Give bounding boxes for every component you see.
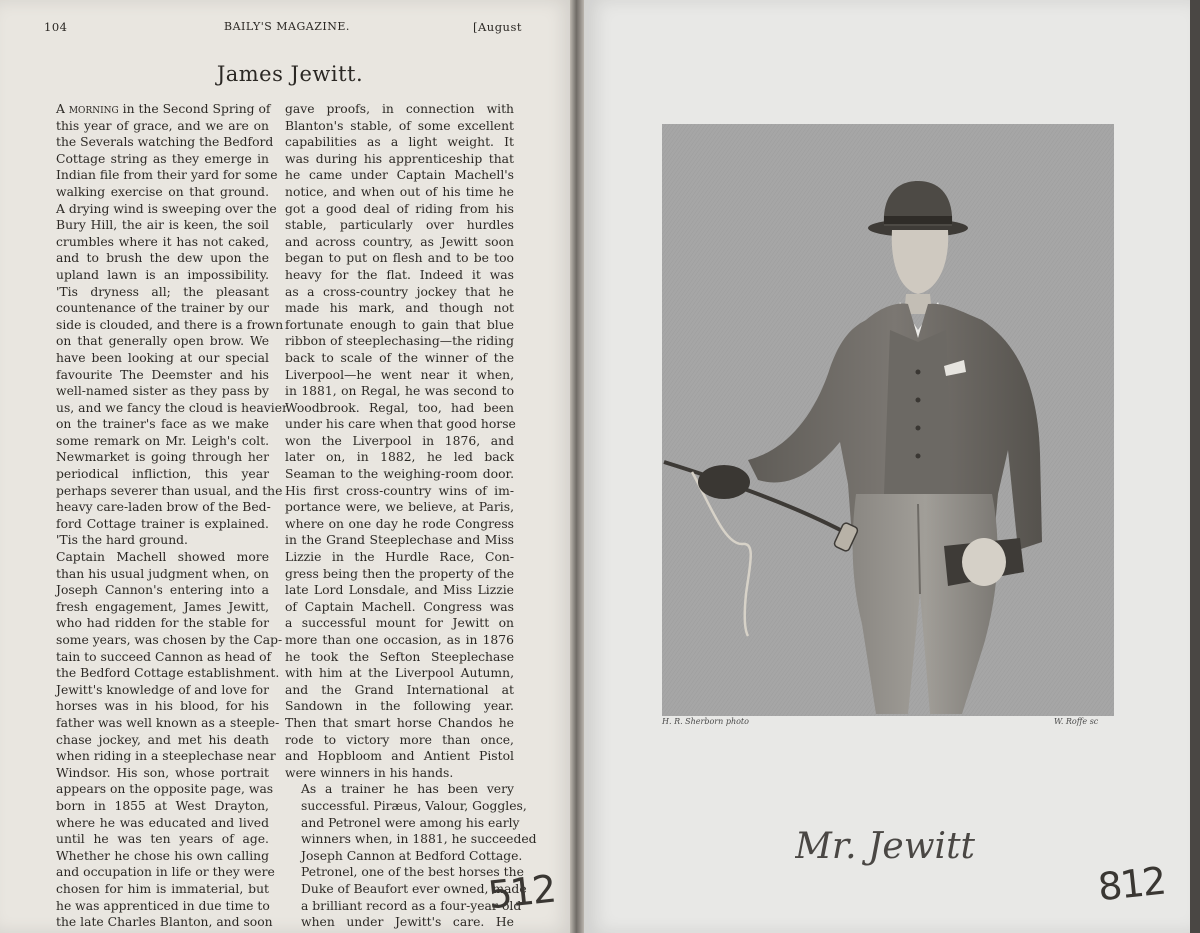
portrait-plate	[662, 124, 1114, 716]
text-line: successful. Piræus, Valour, Goggles,	[301, 798, 527, 813]
text-line: a successful mount for Jewitt on	[285, 616, 514, 631]
text-line: won the Liverpool in 1876, and	[285, 433, 514, 448]
page-number: 104	[44, 20, 68, 34]
text-line: stable, particularly over hurdles	[285, 218, 514, 233]
signature-script	[795, 812, 1025, 882]
text-line: Jewitt's knowledge of and love for	[56, 682, 269, 697]
text-line: and to brush the dew upon the	[56, 251, 269, 266]
text-line: gave proofs, in connection with	[285, 102, 514, 116]
text-line: when riding in a steeplechase near	[56, 749, 276, 764]
photo-credit: H. R. Sherborn photo	[662, 717, 749, 726]
text-line: side is clouded, and there is a frown	[56, 317, 284, 332]
text-line: Blanton's stable, of some excellent	[285, 118, 514, 133]
running-head	[44, 20, 522, 40]
text-line: Whether he chose his own calling	[56, 848, 269, 863]
pencil-annotation-right: 812	[1095, 858, 1167, 910]
text-column-1	[40, 101, 288, 931]
text-line: the Severals watching the Bedford	[56, 135, 274, 150]
text-line: a brilliant record as a four-year-old	[301, 898, 522, 913]
text-line: Lizzie in the Hurdle Race, Con-	[285, 550, 514, 565]
text-line: Sandown in the following year.	[285, 699, 514, 714]
text-line: tain to succeed Cannon as head of	[56, 649, 272, 664]
left-page	[0, 0, 574, 933]
text-line: perhaps severer than usual, and the	[56, 483, 283, 498]
text-line: have been looking at our special	[56, 350, 269, 365]
text-line: who had ridden for the stable for	[56, 616, 269, 631]
text-line: and the Grand International at	[285, 682, 514, 697]
text-line: heavy care-laden brow of the Bed-	[56, 500, 271, 515]
text-line: us, and we fancy the cloud is heavier	[56, 400, 288, 415]
text-line: born in 1855 at West Drayton,	[56, 798, 269, 813]
text-line: upland lawn is an impossibility.	[56, 267, 269, 282]
engraver-credit: W. Roffe sc	[1054, 717, 1099, 726]
text-line: some remark on Mr. Leigh's colt.	[56, 433, 269, 448]
text-line: As a trainer he has been very	[301, 782, 514, 797]
text-line: chase jockey, and met his death	[56, 732, 269, 747]
text-line: as a cross-country jockey that he	[285, 284, 514, 299]
text-line: well-named sister as they pass by	[56, 384, 269, 399]
text-line: he came under Captain Machell's	[285, 168, 514, 183]
text-line: under his care when that good horse	[285, 417, 516, 432]
text-line: ribbon of steeplechasing—the riding	[285, 334, 514, 349]
text-line: crumbles where it has not caked,	[56, 234, 269, 249]
text-line: and Petronel were among his early	[301, 815, 520, 830]
text-line: of Captain Machell. Congress was	[285, 599, 514, 614]
text-line: Cottage string as they emerge in	[56, 151, 269, 166]
magazine-title: BAILY'S MAGAZINE.	[224, 20, 350, 33]
text-line: with him at the Liverpool Autumn,	[285, 666, 514, 681]
text-line: were winners in his hands.	[285, 765, 454, 780]
text-line: winners when, in 1881, he succeeded	[301, 832, 537, 847]
text-line: fortunate enough to gain that blue	[285, 317, 514, 332]
text-line: walking exercise on that ground.	[56, 184, 269, 199]
text-line: capabilities as a light weight. It	[285, 135, 514, 150]
paragraph	[285, 101, 514, 781]
portrait-engraving	[662, 124, 1114, 716]
text-line: Liverpool—he went near it when,	[285, 367, 514, 382]
text-line: favourite The Deemster and his	[56, 367, 269, 382]
text-line: later on, in 1882, he led back	[285, 450, 514, 465]
text-line: A drying wind is sweeping over the	[56, 201, 277, 216]
text-line: Indian file from their yard for some	[56, 168, 278, 183]
text-line: the Bedford Cottage establishment.	[56, 666, 280, 681]
text-line: Bury Hill, the air is keen, the soil	[56, 218, 269, 233]
text-line: horses was in his blood, for his	[56, 699, 269, 714]
text-line: Seaman to the weighing-room door.	[285, 467, 514, 482]
text-line: on that generally open brow. We	[56, 334, 269, 349]
text-line: back to scale of the winner of the	[285, 350, 514, 365]
issue-month: [August	[473, 20, 522, 34]
text-line: Then that smart horse Chandos he	[285, 715, 514, 730]
text-line: Petronel, one of the best horses the	[301, 865, 524, 880]
text-line: countenance of the trainer by our	[56, 301, 269, 316]
paragraph	[40, 549, 283, 931]
text-line: A morning in the Second Spring of	[56, 102, 271, 116]
text-line: when under Jewitt's care. He	[301, 915, 514, 930]
text-line: Joseph Cannon's entering into a	[56, 583, 269, 598]
pencil-annotation-left: 512	[485, 866, 557, 918]
text-line: Captain Machell showed more	[56, 550, 269, 565]
text-line: in the Grand Steeplechase and Miss	[285, 533, 514, 548]
text-line: on the trainer's face as we make	[56, 417, 269, 432]
text-line: was during his apprenticeship that	[285, 151, 514, 166]
caption-signature	[795, 812, 1025, 882]
text-line: heavy for the flat. Indeed it was	[285, 267, 514, 282]
text-line: the late Charles Blanton, and soon	[56, 915, 273, 930]
text-line: ford Cottage trainer is explained.	[56, 516, 269, 531]
text-line: he took the Sefton Steeplechase	[285, 649, 514, 664]
text-line: more than one occasion, as in 1876	[285, 633, 514, 647]
text-line: where he was educated and lived	[56, 815, 269, 830]
text-line: in 1881, on Regal, he was second to	[285, 384, 514, 399]
text-line: periodical infliction, this year	[56, 467, 269, 482]
text-line: than his usual judgment when, on	[56, 566, 269, 581]
text-line: Woodbrook. Regal, too, had been	[285, 400, 514, 415]
text-line: and across country, as Jewitt soon	[285, 234, 514, 249]
text-line: where on one day he rode Congress	[285, 516, 514, 531]
text-line: got a good deal of riding from his	[285, 201, 514, 216]
text-line: 'Tis the hard ground.	[56, 533, 188, 548]
article-title: James Jewitt.	[216, 62, 364, 86]
text-line: made his mark, and though not	[285, 301, 514, 316]
text-line: and Hopbloom and Antient Pistol	[285, 749, 514, 764]
text-line: His first cross-country wins of im-	[285, 483, 514, 498]
text-line: gress being then the property of the	[285, 566, 514, 581]
text-line: Newmarket is going through her	[56, 450, 269, 465]
text-line: late Lord Lonsdale, and Miss Lizzie	[285, 583, 514, 598]
text-line: Duke of Beaufort ever owned, made	[301, 881, 527, 896]
text-line: father was well known as a steeple-	[56, 715, 280, 730]
text-line: this year of grace, and we are on	[56, 118, 269, 133]
text-line: some years, was chosen by the Cap-	[56, 633, 283, 647]
text-line: Joseph Cannon at Bedford Cottage.	[301, 848, 523, 863]
small-caps-opening: morning	[68, 102, 119, 116]
paragraph	[40, 101, 288, 549]
text-line: notice, and when out of his time he	[285, 184, 514, 199]
text-line: and occupation in life or they were	[56, 865, 275, 880]
text-line: chosen for him is immaterial, but	[56, 881, 269, 896]
text-line: fresh engagement, James Jewitt,	[56, 599, 269, 614]
text-line: appears on the opposite page, was	[56, 782, 274, 797]
text-line: Windsor. His son, whose portrait	[56, 765, 269, 780]
text-line: began to put on flesh and to be too	[285, 251, 514, 266]
text-line: rode to victory more than once,	[285, 732, 514, 747]
text-line: 'Tis dryness all; the pleasant	[56, 284, 269, 299]
signature-text: Mr. Jewitt	[795, 826, 975, 867]
text-line: portance were, we believe, at Paris,	[285, 500, 514, 515]
text-line: he was apprenticed in due time to	[56, 898, 270, 913]
text-line: until he was ten years of age.	[56, 832, 269, 847]
